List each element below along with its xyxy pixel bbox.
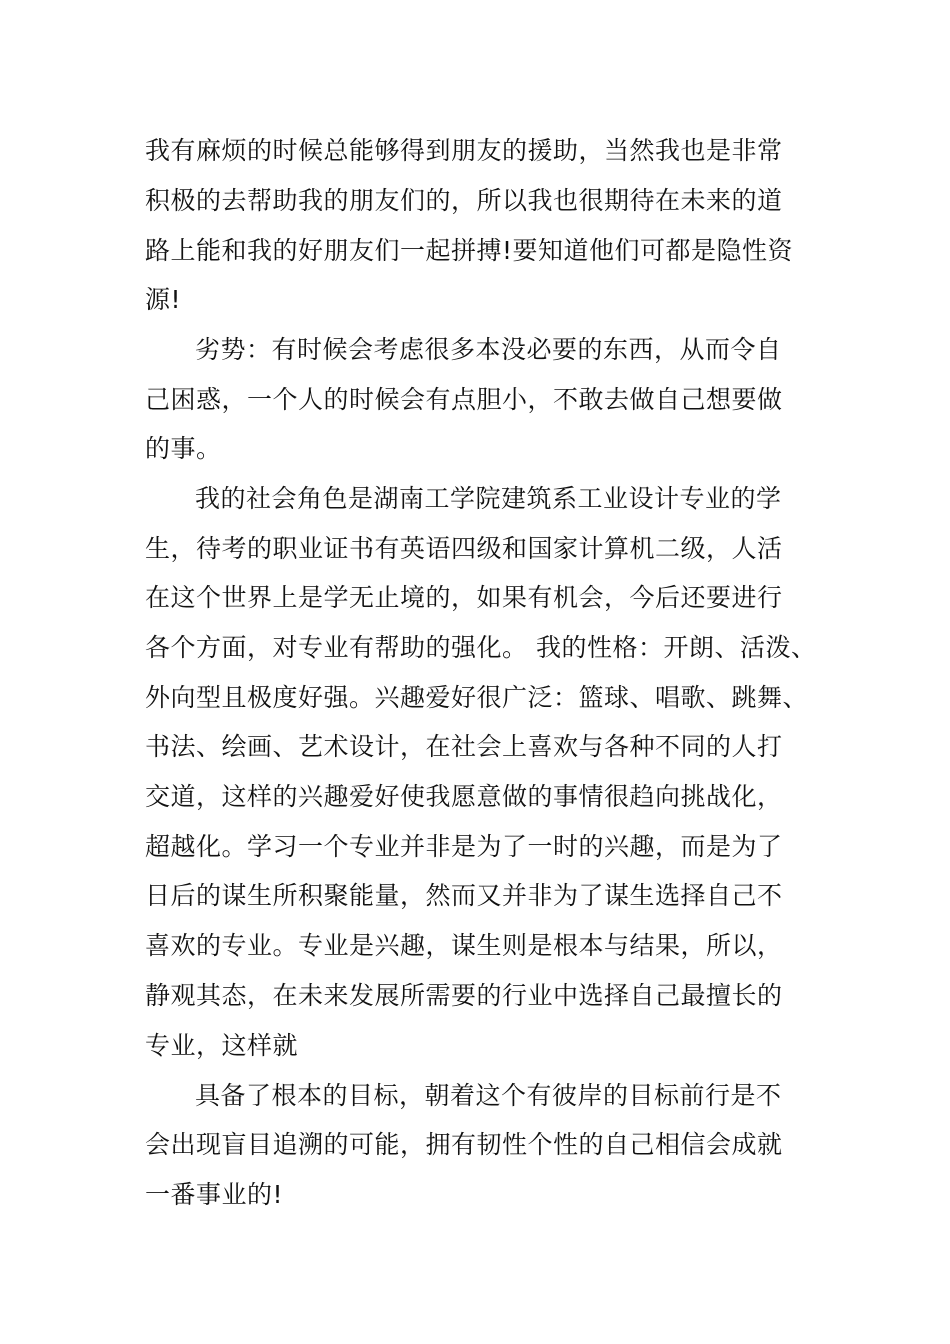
paragraph-3-line-9: 日后的谋生所积聚能量，然而又并非为了谋生选择自己不 xyxy=(145,881,783,910)
paragraph-1-line-4: 源! xyxy=(145,285,182,314)
paragraph-4-line-1: 具备了根本的目标，朝着这个有彼岸的目标前行是不 xyxy=(195,1081,782,1110)
paragraph-3-line-3: 在这个世界上是学无止境的，如果有机会，今后还要进行 xyxy=(145,583,783,612)
paragraph-3-line-4: 各个方面，对专业有帮助的强化。 我的性格：开朗、活泼、 xyxy=(145,633,817,662)
paragraph-2-line-3: 的事。 xyxy=(145,434,222,463)
paragraph-4-line-2: 会出现盲目追溯的可能，拥有韧性个性的自己相信会成就 xyxy=(145,1130,783,1159)
paragraph-3-line-7: 交道，这样的兴趣爱好使我愿意做的事情很趋向挑战化， xyxy=(145,782,783,811)
paragraph-3-line-6: 书法、绘画、艺术设计，在社会上喜欢与各种不同的人打 xyxy=(145,732,783,761)
paragraph-1-line-1: 我有麻烦的时候总能够得到朋友的援助，当然我也是非常 xyxy=(145,136,783,165)
paragraph-4-line-3: 一番事业的! xyxy=(145,1180,284,1209)
paragraph-3-line-8: 超越化。学习一个专业并非是为了一时的兴趣，而是为了 xyxy=(145,832,783,861)
paragraph-3-line-1: 我的社会角色是湖南工学院建筑系工业设计专业的学 xyxy=(195,484,782,513)
paragraph-1-line-2: 积极的去帮助我的朋友们的，所以我也很期待在未来的道 xyxy=(145,186,783,215)
paragraph-2-line-1: 劣势：有时候会考虑很多本没必要的东西，从而令自 xyxy=(195,335,782,364)
paragraph-3-line-12: 专业，这样就 xyxy=(145,1031,299,1060)
paragraph-1-line-3: 路上能和我的好朋友们一起拼搏!要知道他们可都是隐性资 xyxy=(145,236,794,265)
paragraph-3-line-5: 外向型且极度好强。兴趣爱好很广泛：篮球、唱歌、跳舞、 xyxy=(145,683,809,712)
paragraph-3-line-11: 静观其态，在未来发展所需要的行业中选择自己最擅长的 xyxy=(145,981,783,1010)
paragraph-2-line-2: 己困惑，一个人的时候会有点胆小，不敢去做自己想要做 xyxy=(145,385,783,414)
paragraph-3-line-10: 喜欢的专业。专业是兴趣，谋生则是根本与结果，所以， xyxy=(145,931,783,960)
paragraph-3-line-2: 生，待考的职业证书有英语四级和国家计算机二级，人活 xyxy=(145,534,783,563)
